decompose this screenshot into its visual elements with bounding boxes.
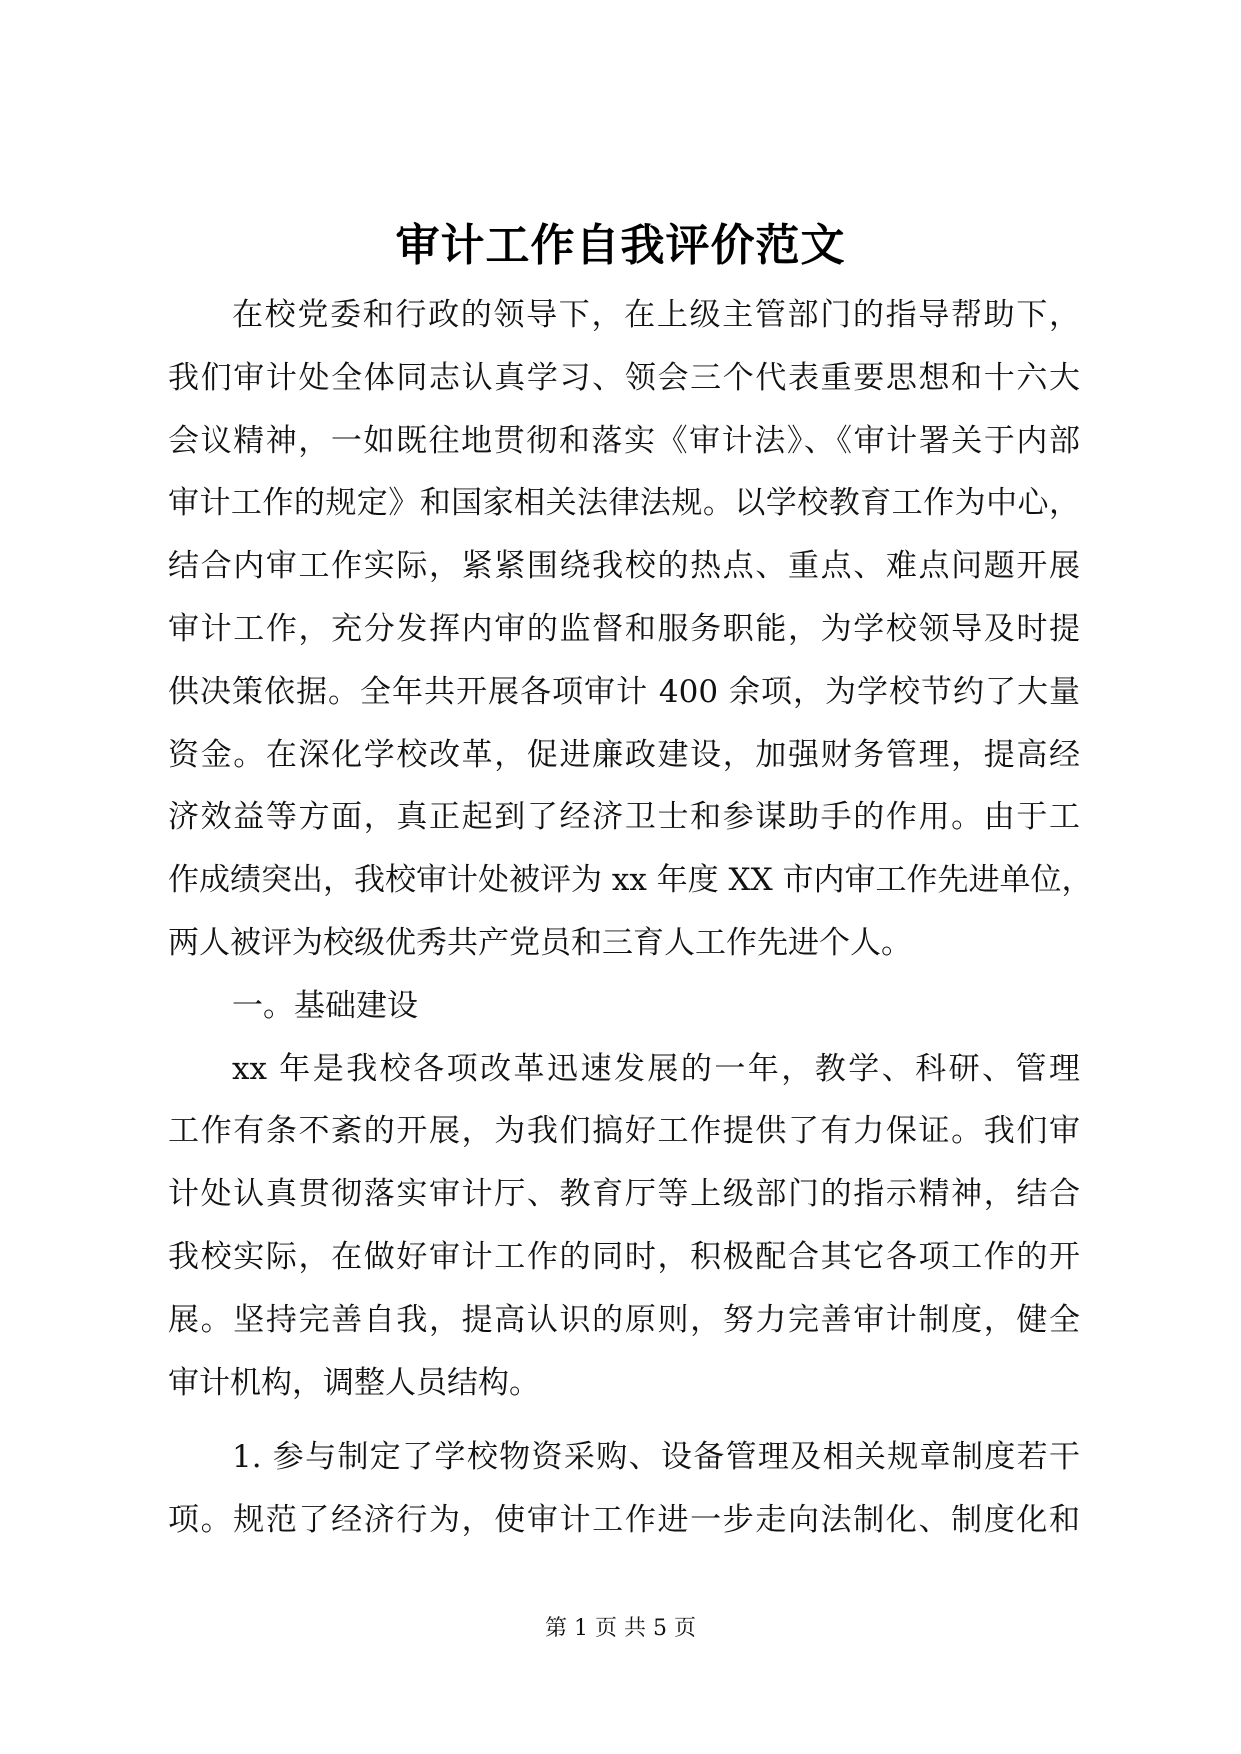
text-line: 计处认真贯彻落实审计厅、教育厅等上级部门的指示精神，结合 xyxy=(168,1176,1080,1213)
text-line: 1. 参与制定了学校物资采购、设备管理及相关规章制度若干 xyxy=(232,1439,1080,1476)
text-line: 供决策依据。全年共开展各项审计 400 余项，为学校节约了大量 xyxy=(168,673,1080,710)
text-line: 两人被评为校级优秀共产党员和三育人工作先进个人。 xyxy=(168,924,912,961)
text-line: xx 年是我校各项改革迅速发展的一年，教学、科研、管理 xyxy=(232,1050,1080,1087)
text-line: 审计工作，充分发挥内审的监督和服务职能，为学校领导及时提 xyxy=(168,610,1080,647)
text-line: 会议精神，一如既往地贯彻和落实《审计法》、《审计署关于内部 xyxy=(168,422,1080,459)
page-title: 审计工作自我评价范文 xyxy=(395,220,846,271)
text-line: 审计工作的规定》和国家相关法律法规。以学校教育工作为中心， xyxy=(168,485,1080,522)
text-line: 审计机构，调整人员结构。 xyxy=(168,1364,540,1401)
document-body xyxy=(168,284,1093,1552)
text-line: 济效益等方面，真正起到了经济卫士和参谋助手的作用。由于工 xyxy=(168,799,1080,836)
text-line: 展。坚持完善自我，提高认识的原则，努力完善审计制度，健全 xyxy=(168,1301,1080,1338)
paragraph-gap xyxy=(168,1414,1080,1426)
text-line: 项。规范了经济行为，使审计工作进一步走向法制化、制度化和 xyxy=(168,1502,1080,1539)
text-line: 工作有条不紊的开展，为我们搞好工作提供了有力保证。我们审 xyxy=(168,1113,1080,1150)
text-line: 我们审计处全体同志认真学习、领会三个代表重要思想和十六大 xyxy=(168,359,1080,396)
text-line: 我校实际，在做好审计工作的同时，积极配合其它各项工作的开 xyxy=(168,1238,1080,1275)
text-line: 作成绩突出，我校审计处被评为 xx 年度 XX 市内审工作先进单位， xyxy=(168,862,1093,899)
text-line: 结合内审工作实际，紧紧围绕我校的热点、重点、难点问题开展 xyxy=(168,548,1080,585)
text-line: 资金。在深化学校改革，促进廉政建设，加强财务管理，提高经 xyxy=(168,736,1080,773)
section-heading: 一。基础建设 xyxy=(232,987,418,1024)
page-footer: 第 1 页 共 5 页 xyxy=(545,1616,696,1641)
text-line: 在校党委和行政的领导下，在上级主管部门的指导帮助下， xyxy=(232,297,1080,333)
